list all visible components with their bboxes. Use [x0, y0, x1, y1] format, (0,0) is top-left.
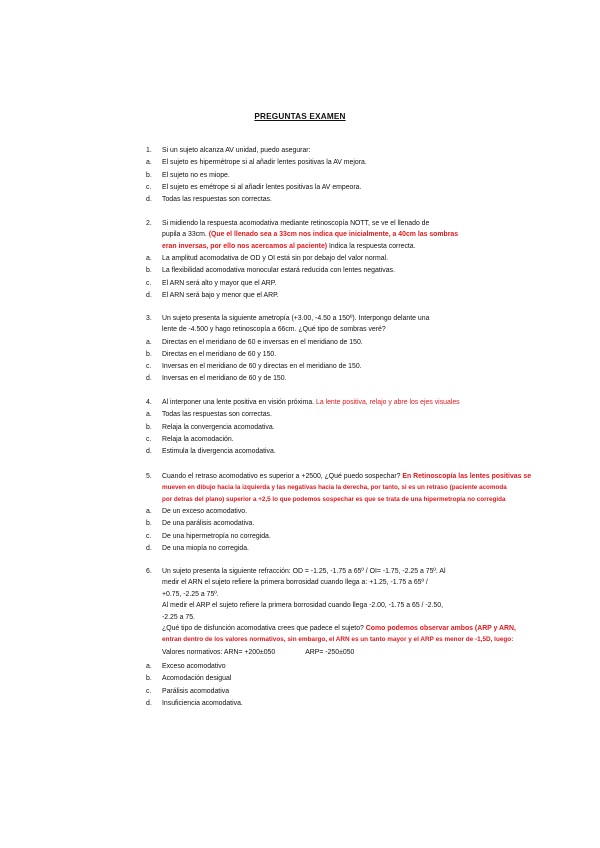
option-text: Parálisis acomodativa: [162, 687, 230, 695]
option-item: [146, 686, 598, 698]
answer-note: eran inversas, por ello nos acercamos al paciente): [162, 242, 328, 250]
option-item: [146, 673, 598, 685]
option-letter: d.: [146, 544, 152, 552]
question-line: medir el ARN el sujeto refiere la primera borrosidad cuando llega a: +1.25, -1.75 a 65º /: [162, 579, 428, 587]
option-text: Inversas en el meridiano de 60 y de 150.: [162, 375, 287, 383]
question-number: 5.: [146, 473, 152, 480]
option-item: [146, 290, 598, 302]
question-2: [146, 218, 598, 302]
question-text-segment: pupila a 33cm.: [162, 231, 209, 239]
option-item: [146, 157, 598, 169]
option-letter: b.: [146, 171, 152, 179]
option-letter: c.: [146, 363, 152, 371]
question-text: [162, 566, 598, 658]
question-5: [146, 471, 598, 555]
option-item: [146, 182, 598, 194]
answer-note: por detras del plano) superior a +2,5 lo que podemos sospechar es que se trata de una hipermetropía no corregida: [162, 495, 506, 503]
option-text: Estimula la divergencia acomodativa.: [162, 448, 276, 456]
option-item: [146, 422, 598, 434]
option-item: [146, 518, 598, 530]
question-number: 4.: [146, 399, 152, 406]
question-4: [146, 397, 598, 458]
option-letter: b.: [146, 423, 152, 431]
option-letter: b.: [146, 267, 152, 275]
option-item: [146, 506, 598, 518]
option-text: Directas en el meridiano de 60 e inversas en el meridiano de 150.: [162, 338, 363, 346]
option-item: [146, 349, 598, 361]
option-text: El sujeto es emétrope si al añadir lentes positivas la AV empeora.: [162, 183, 362, 191]
question-line: Un sujeto presenta la siguiente ametropía (+3.00, -4.50 a 150º). Interpongo delante una: [162, 315, 430, 322]
answer-note: La lente positiva, relajo y abre los ejes visuales: [315, 399, 460, 406]
question-text-segment: ¿Qué tipo de disfunción acomodativa crees que padece el sujeto?: [162, 625, 366, 633]
question-line: +0.75, -2.25 a 75º.: [162, 590, 219, 598]
option-letter: d.: [146, 699, 152, 707]
question-line: [162, 397, 598, 408]
question-text-segment: Cuando el retraso acomodativo es superior a +2500, ¿Qué puedo sospechar?: [162, 473, 403, 480]
options-list: [146, 506, 598, 555]
question-text: [162, 218, 598, 252]
option-text: De una hipermetropía no corregida.: [162, 532, 271, 540]
option-text: Relaja la acomodación.: [162, 435, 234, 443]
option-letter: c.: [146, 279, 152, 287]
answer-note: mueven en dibujo hacia la izquierda y las negativas hacia la derecha, por tanto, si es un retraso (paciente acomoda: [162, 484, 507, 492]
question-1: [146, 145, 598, 206]
option-letter: a.: [146, 508, 152, 516]
options-list: [146, 157, 598, 206]
arp-value: ARP= -250±050: [305, 648, 355, 656]
options-list: [146, 337, 598, 386]
question-line: Un sujeto presenta la siguiente refracción: OD = -1.25, -1.75 a 65º / OI= -1.75, -2.25 a 75º. Al: [162, 568, 446, 575]
question-text: [162, 313, 598, 336]
normative-values: [162, 647, 598, 658]
option-text: El ARN será alto y mayor que el ARP.: [162, 279, 277, 287]
option-text: Directas en el meridiano de 60 y 150.: [162, 351, 277, 359]
question-line: Si midiendo la respuesta acomodativa mediante retinoscopía NOTT, se ve el llenado de: [162, 220, 430, 227]
question-text-segment: Indica la respuesta correcta.: [327, 242, 416, 250]
option-item: [146, 170, 598, 182]
question-number: 2.: [146, 220, 152, 227]
answer-note: entran dentro de los valores normativos, sin embargo, el ARN es un tanto mayor y el ARP es menor de -1,5D, luego:: [162, 636, 514, 644]
option-text: De una miopía no corregida.: [162, 544, 249, 552]
option-letter: b.: [146, 520, 152, 528]
option-item: [146, 253, 598, 265]
question-line: [162, 241, 598, 252]
question-number: 1.: [146, 147, 152, 154]
option-item: [146, 337, 598, 349]
option-text: La amplitud acomodativa de OD y OI está sin por debajo del valor normal.: [162, 255, 388, 263]
option-text: La flexibilidad acomodativa monocular estará reducida con lentes negativas.: [162, 267, 395, 275]
question-line: [162, 471, 598, 482]
option-text: Insuficiencia acomodativa.: [162, 699, 243, 707]
arn-value: Valores normativos: ARN= +200±050: [162, 648, 276, 656]
option-letter: b.: [146, 351, 152, 359]
option-item: [146, 373, 598, 385]
option-text: De un exceso acomodativo.: [162, 508, 248, 516]
option-item: [146, 278, 598, 290]
option-text: Todas las respuestas son correctas.: [162, 411, 272, 419]
option-text: El ARN será bajo y menor que el ARP.: [162, 291, 279, 299]
question-text: [162, 471, 598, 505]
option-text: Todas las respuestas son correctas.: [162, 196, 272, 204]
option-letter: d.: [146, 291, 152, 299]
question-text: Si un sujeto alcanza AV unidad, puedo asegurar:: [162, 147, 311, 154]
option-letter: c.: [146, 435, 152, 443]
option-letter: d.: [146, 448, 152, 456]
option-text: De una parálisis acomodativa.: [162, 520, 255, 528]
option-item: [146, 409, 598, 421]
option-letter: c.: [146, 183, 152, 191]
option-item: [146, 661, 598, 673]
option-letter: a.: [146, 338, 152, 346]
option-text: Exceso acomodativo: [162, 663, 226, 671]
option-letter: a.: [146, 411, 152, 419]
option-text: El sujeto es hipermétrope si al añadir lentes positivas la AV mejora.: [162, 159, 367, 167]
options-list: [146, 661, 598, 710]
question-line: -2.25 a 75.: [162, 613, 195, 621]
answer-note: (Que el llenado sea a 33cm nos indica que inicialmente, a 40cm las sombras: [208, 231, 459, 239]
option-letter: c.: [146, 532, 152, 540]
option-item: [146, 446, 598, 458]
option-letter: c.: [146, 687, 152, 695]
option-letter: a.: [146, 663, 152, 671]
answer-note: En Retinoscopía las lentes positivas se: [402, 473, 532, 480]
option-item: [146, 194, 598, 206]
question-line: [162, 623, 598, 634]
option-item: [146, 361, 598, 373]
option-text: Acomodación desigual: [162, 675, 232, 683]
question-text: [162, 397, 598, 408]
question-3: [146, 313, 598, 386]
option-item: [146, 698, 598, 710]
option-item: [146, 543, 598, 555]
question-number: 3.: [146, 315, 152, 322]
option-text: Relaja la convergencia acomodativa.: [162, 423, 275, 431]
question-line: lente de -4.500 y hago retinoscopía a 66cm. ¿Qué tipo de sombras veré?: [162, 326, 386, 334]
question-line: [162, 229, 598, 240]
option-item: [146, 265, 598, 277]
option-text: Inversas en el meridiano de 60 y directas en el meridiano de 150.: [162, 363, 362, 371]
options-list: [146, 409, 598, 458]
option-letter: d.: [146, 196, 152, 204]
option-item: [146, 531, 598, 543]
option-item: [146, 434, 598, 446]
page-title: PREGUNTAS EXAMEN: [254, 112, 346, 121]
option-text: El sujeto no es miope.: [162, 171, 230, 179]
option-letter: b.: [146, 675, 152, 683]
question-text-segment: Al interponer una lente positiva en visión próxima.: [162, 399, 316, 406]
options-list: [146, 253, 598, 302]
option-letter: d.: [146, 375, 152, 383]
answer-note: Como podemos observar ambos (ARP y ARN,: [365, 625, 516, 633]
question-number: 6.: [146, 568, 152, 575]
option-letter: a.: [146, 159, 152, 167]
question-6: [146, 566, 598, 710]
question-line: Al medir el ARP el sujeto refiere la primera borrosidad cuando llega -2.00, -1.75 a 65 / -2.50,: [162, 602, 444, 610]
option-letter: a.: [146, 255, 152, 263]
